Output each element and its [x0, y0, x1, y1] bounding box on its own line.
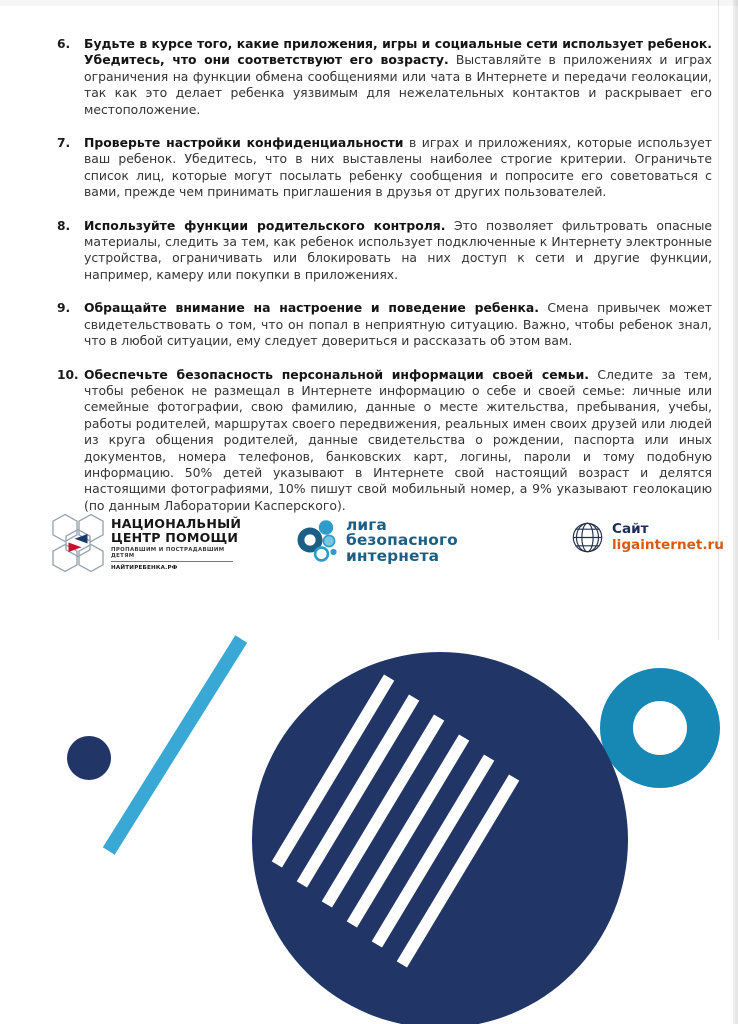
logo-line-3: интернета: [346, 546, 440, 565]
logo-line-1: лига: [346, 516, 387, 535]
list-item-rest: Следите за тем, чтобы ребенок не размещал в Интернете информацию о себе и своей семье: личные или семейные фотографии, свою фамилию, данные о месте жительства, пребывания, учебы, работы родителей, маршрутах своего передвижения, реальных имен своих друзей или людей из круга общения родителей, данные свидетельства о рождении, паспорта или иных документов, номера телефонов, банковских карт, логины, пароли и тому подобную информацию. 50% детей указывают в Интернете свой настоящий возраст и делятся настоящими фотографиями, 10% пишут свой мобильный номер, а 9% указывают геолокацию (по данным Лаборатории Касперского).: [84, 366, 713, 513]
logo-national-center: [52, 513, 241, 573]
logo-line-2: безопасного: [346, 531, 458, 550]
list-item-rest: Это позволяет фильтровать опасные материалы, следить за тем, как ребенок использует подключенные к Интернету электронные устройства, ограничивать или блокировать на них доступ к сети и другие функции, например, камеру или покупки в приложениях.: [84, 217, 712, 282]
globe-icon: [572, 522, 603, 553]
list-item: [57, 36, 712, 118]
list-item: [57, 367, 712, 515]
list-item-number: 10.: [57, 367, 79, 382]
list-item-lead: Обеспечьте безопасность персональной информации своей семьи.: [84, 366, 590, 382]
website-label: Сайт: [612, 521, 649, 537]
logo-website: [572, 522, 724, 553]
list-item-number: 9.: [57, 301, 71, 316]
list-item-rest: Смена привычек может свидетельствовать о том, что он попал в неприятную ситуацию. Важно, чтобы ребенок знал, что в любой ситуации, ему следует довериться и рассказать об этом вам.: [84, 300, 712, 349]
scan-artifact-top: [0, 0, 738, 6]
tips-list: [57, 36, 713, 535]
list-item-lead: Проверьте настройки конфиденциальности: [84, 135, 404, 151]
logo-line-1: НАЦИОНАЛЬНЫЙ: [111, 516, 242, 532]
list-item-text: [84, 367, 712, 515]
website-url: ligainternet.ru: [612, 537, 724, 553]
list-item-lead: Используйте функции родительского контроля.: [84, 217, 446, 233]
list-item-lead: Будьте в курсе того, какие приложения, игры и социальные сети использует ребенок. Убедитесь, что они соответствуют его возрасту.: [84, 36, 712, 68]
list-item-number: 7.: [57, 136, 71, 151]
large-circle-shape: [252, 652, 628, 1024]
teal-ring-shape: [600, 668, 720, 788]
list-item-text: [84, 135, 712, 201]
logo-line-2: ЦЕНТР ПОМОЩИ: [111, 530, 239, 545]
list-item-text: [84, 300, 712, 349]
list-item-number: 6.: [57, 37, 71, 51]
hexagon-honeycomb-arrows-icon: [52, 513, 104, 573]
list-item-text: [84, 36, 712, 118]
list-item: [57, 135, 712, 201]
logo-national-center-text: [111, 515, 241, 570]
small-circle-shape: [67, 736, 111, 780]
list-item: [57, 218, 712, 284]
list-item-rest: Выставляйте в приложениях и играх ограничения на функции обмена сообщениями или чата в Интернете и передачи геолокации, так как это делает ребенка уязвимым для нежелательных контактов и раскрывает его местоположение.: [84, 52, 712, 117]
list-item: [57, 300, 712, 349]
logo-liga: [296, 518, 458, 564]
logo-website-text: [612, 522, 724, 553]
list-item-number: 8.: [57, 218, 71, 233]
logo-tagline: ПРОПАВШИМ И ПОСТРАДАВШИМ ДЕТЯМ: [111, 547, 233, 562]
logo-liga-text: [346, 518, 458, 564]
list-item-rest: в играх и приложениях, которые использует ваш ребенок. Убедитесь, что в них выставлены наиболее строгие критерии. Ограничьте список лиц, которые могут посылать ребенку сообщения и попросите его советоваться с вами, прежде чем принимать приглашения в друзья от других пользователей.: [84, 135, 712, 200]
list-item-lead: Обращайте внимание на настроение и поведение ребенка.: [84, 300, 539, 316]
circles-cluster-icon: [296, 518, 338, 564]
diagonal-bar-shape: [103, 635, 247, 854]
logo-site-url: НАЙТИРЕБЕНКА.РФ: [111, 564, 178, 571]
logo-row: [0, 508, 738, 586]
list-item-text: [84, 218, 712, 284]
geometric-composition: [0, 600, 738, 1024]
